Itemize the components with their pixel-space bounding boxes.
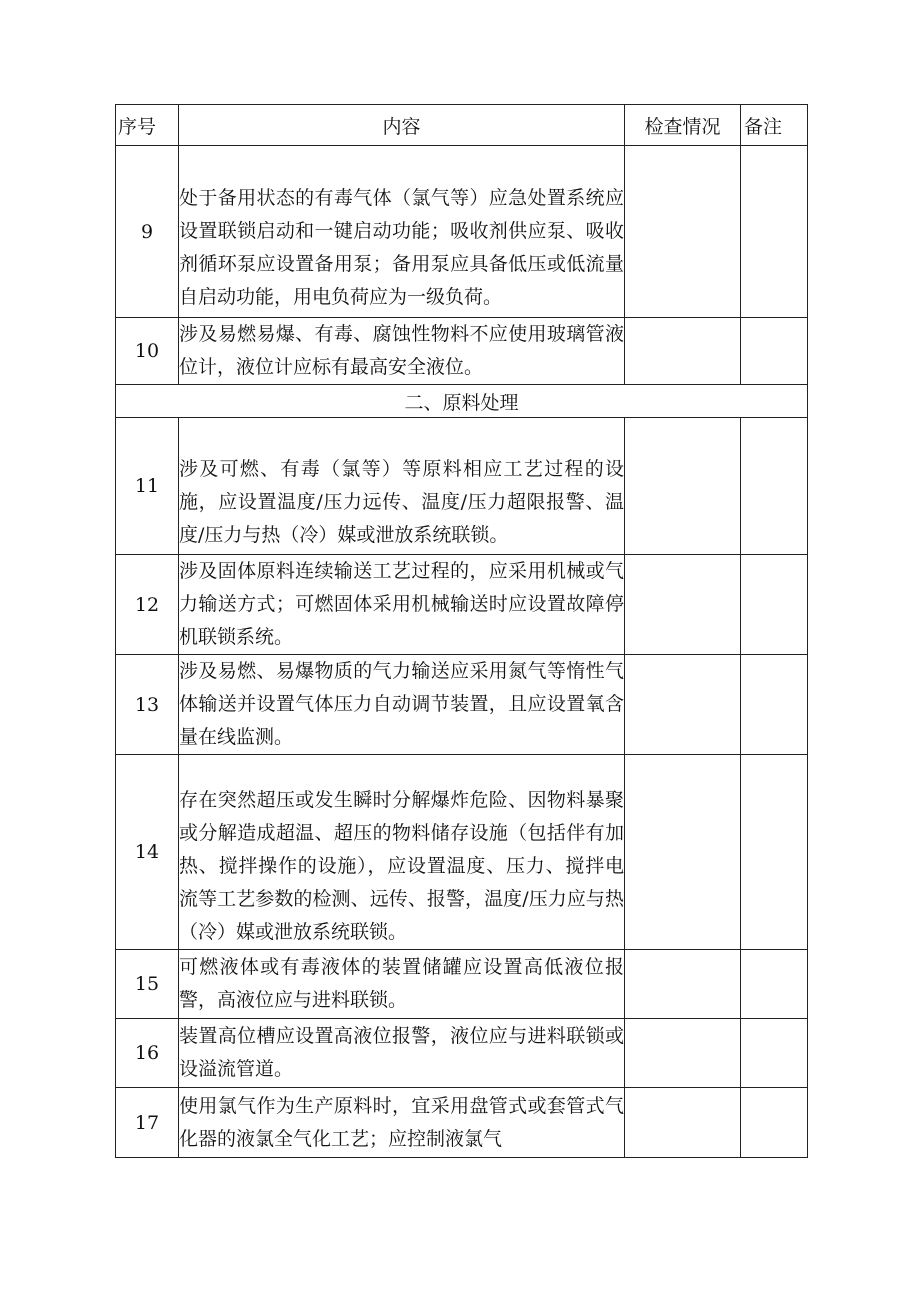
note-cell[interactable] (741, 318, 808, 385)
section-row (116, 385, 808, 418)
table-row (116, 418, 808, 555)
check-cell[interactable] (625, 755, 741, 950)
row-number: 14 (116, 755, 179, 950)
row-content: 使用氯气作为生产原料时，宜采用盘管式或套管式气化器的液氯全气化工艺；应控制液氯气 (179, 1088, 625, 1158)
note-cell[interactable] (741, 950, 808, 1019)
check-cell[interactable] (625, 1088, 741, 1158)
row-number: 13 (116, 655, 179, 755)
header-note: 备注 (741, 105, 808, 146)
check-cell[interactable] (625, 655, 741, 755)
row-content: 存在突然超压或发生瞬时分解爆炸危险、因物料暴聚或分解造成超温、超压的物料储存设施（包括伴有加热、搅拌操作的设施），应设置温度、压力、搅拌电流等工艺参数的检测、远传、报警，温度/压力应与热（冷）媒或泄放系统联锁。 (179, 755, 625, 950)
header-no: 序号 (116, 105, 179, 146)
row-number: 16 (116, 1019, 179, 1088)
note-cell[interactable] (741, 418, 808, 555)
header-content: 内容 (179, 105, 625, 146)
check-cell[interactable] (625, 1019, 741, 1088)
note-cell[interactable] (741, 1088, 808, 1158)
row-number: 9 (116, 146, 179, 318)
note-cell[interactable] (741, 655, 808, 755)
check-cell[interactable] (625, 418, 741, 555)
table-header-row (116, 105, 808, 146)
note-cell[interactable] (741, 1019, 808, 1088)
section-title: 二、原料处理 (116, 385, 808, 418)
table-row (116, 1088, 808, 1158)
table-row (116, 318, 808, 385)
check-cell[interactable] (625, 950, 741, 1019)
table-row (116, 655, 808, 755)
check-cell[interactable] (625, 146, 741, 318)
inspection-checklist-table (115, 104, 808, 1158)
row-content: 处于备用状态的有毒气体（氯气等）应急处置系统应设置联锁启动和一键启动功能；吸收剂供应泵、吸收剂循环泵应设置备用泵；备用泵应具备低压或低流量自启动功能，用电负荷应为一级负荷。 (179, 146, 625, 318)
row-content: 涉及易燃、易爆物质的气力输送应采用氮气等惰性气体输送并设置气体压力自动调节装置，且应设置氧含量在线监测。 (179, 655, 625, 755)
note-cell[interactable] (741, 146, 808, 318)
row-content: 可燃液体或有毒液体的装置储罐应设置高低液位报警，高液位应与进料联锁。 (179, 950, 625, 1019)
header-check: 检查情况 (625, 105, 741, 146)
check-cell[interactable] (625, 555, 741, 655)
table-row (116, 1019, 808, 1088)
row-content: 涉及易燃易爆、有毒、腐蚀性物料不应使用玻璃管液位计，液位计应标有最高安全液位。 (179, 318, 625, 385)
table-row (116, 555, 808, 655)
row-number: 12 (116, 555, 179, 655)
row-number: 15 (116, 950, 179, 1019)
table-row (116, 146, 808, 318)
row-content: 涉及可燃、有毒（氯等）等原料相应工艺过程的设施，应设置温度/压力远传、温度/压力超限报警、温度/压力与热（冷）媒或泄放系统联锁。 (179, 418, 625, 555)
note-cell[interactable] (741, 555, 808, 655)
row-number: 10 (116, 318, 179, 385)
table-row (116, 950, 808, 1019)
check-cell[interactable] (625, 318, 741, 385)
row-number: 17 (116, 1088, 179, 1158)
row-content: 装置高位槽应设置高液位报警，液位应与进料联锁或设溢流管道。 (179, 1019, 625, 1088)
row-content: 涉及固体原料连续输送工艺过程的，应采用机械或气力输送方式；可燃固体采用机械输送时应设置故障停机联锁系统。 (179, 555, 625, 655)
table-row (116, 755, 808, 950)
row-number: 11 (116, 418, 179, 555)
note-cell[interactable] (741, 755, 808, 950)
